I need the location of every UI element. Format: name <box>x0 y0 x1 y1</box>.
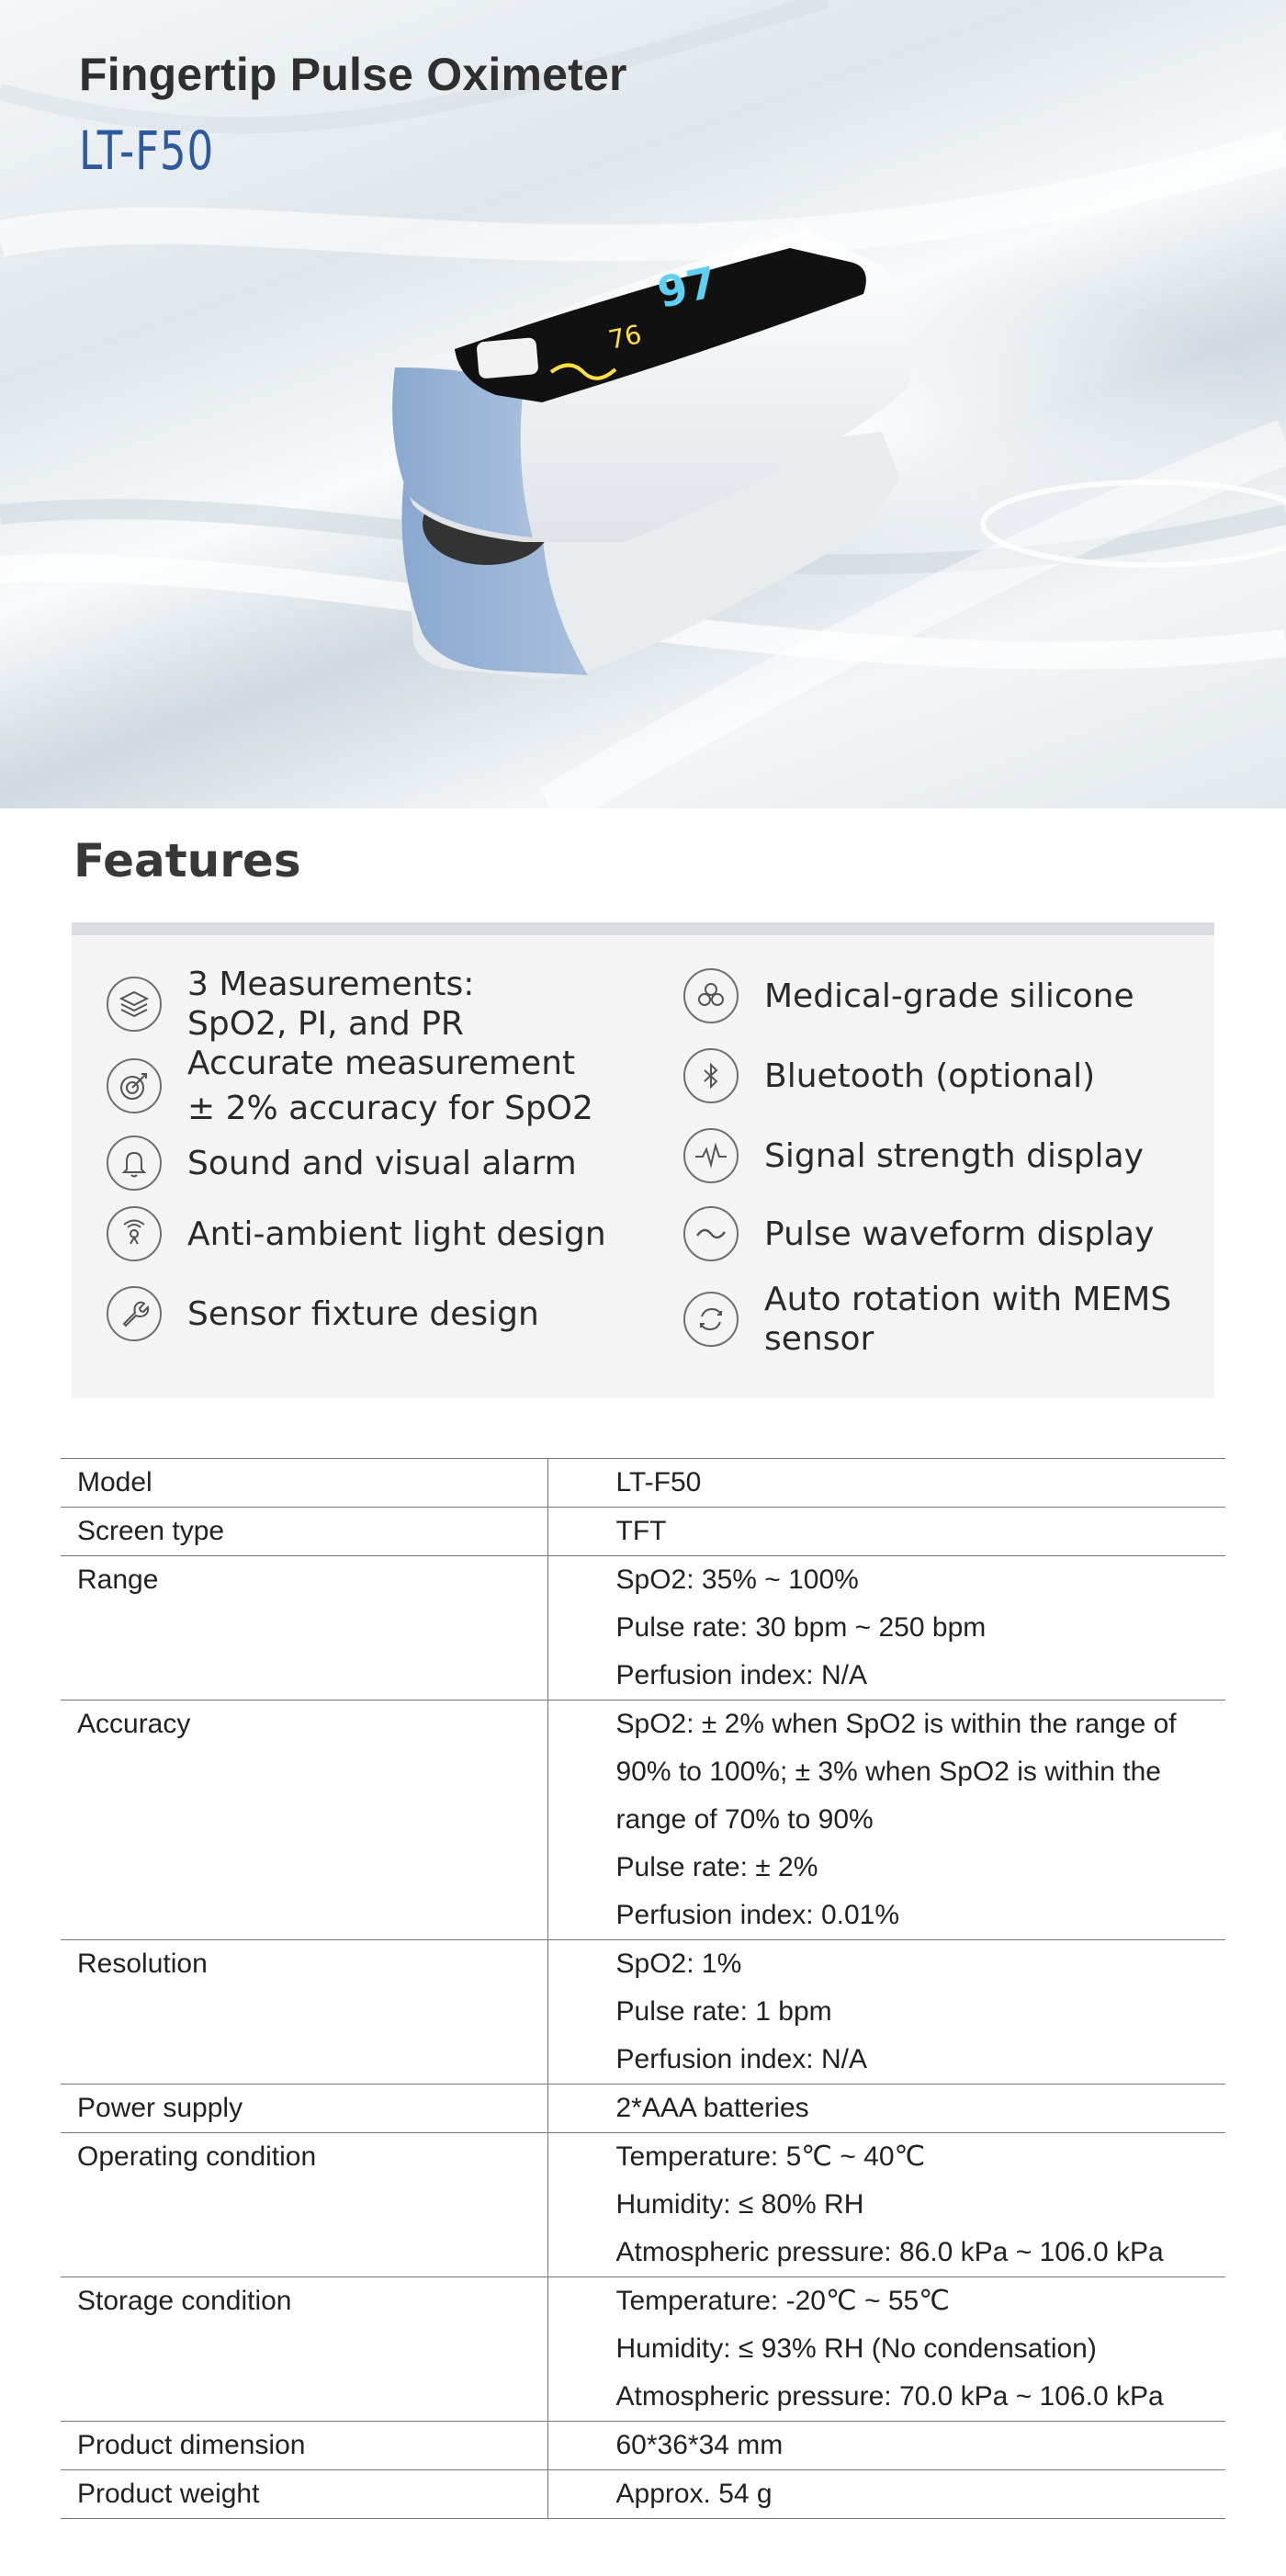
spec-value: LT-F50 <box>547 1459 1225 1508</box>
feature-text-line: Pulse waveform display <box>764 1215 1155 1253</box>
target-icon <box>107 1058 162 1113</box>
spec-label: Operating condition <box>61 2133 547 2277</box>
features-heading: Features <box>73 834 301 887</box>
spec-label: Model <box>61 1459 547 1508</box>
wrench-icon <box>107 1286 162 1341</box>
rotate-icon <box>683 1292 739 1347</box>
product-model: LT-F50 <box>79 119 215 182</box>
spec-value: SpO2: 35% ~ 100% Pulse rate: 30 bpm ~ 250 bpm Perfusion index: N/A <box>547 1556 1225 1700</box>
spec-value: Approx. 54 g <box>547 2470 1225 2519</box>
device-spo2-readout: 97 <box>653 256 721 318</box>
table-row <box>61 2422 1225 2470</box>
light-sensor-icon <box>107 1206 162 1261</box>
feature-bluetooth <box>683 1048 1095 1103</box>
hero-banner <box>0 0 1286 808</box>
product-title: Fingertip Pulse Oximeter <box>79 49 627 100</box>
spec-label: Storage condition <box>61 2277 547 2422</box>
oximeter-device-illustration <box>386 211 937 689</box>
spec-value: Temperature: 5℃ ~ 40℃ Humidity: ≤ 80% RH Atmospheric pressure: 86.0 kPa ~ 106.0 kPa <box>547 2133 1225 2277</box>
table-row <box>61 2133 1225 2277</box>
table-row <box>61 1556 1225 1700</box>
feature-text-line: ± 2% accuracy for SpO2 <box>187 1090 593 1127</box>
feature-text-line: Sensor fixture design <box>187 1294 539 1333</box>
spec-value: Temperature: -20℃ ~ 55℃ Humidity: ≤ 93% RH (No condensation) Atmospheric pressure: 70.0 kPa ~ 106.0 kPa <box>547 2277 1225 2422</box>
spec-label: Power supply <box>61 2085 547 2133</box>
device-pulse-readout: 76 <box>605 319 645 356</box>
feature-text-line: Bluetooth (optional) <box>764 1056 1096 1095</box>
table-row <box>61 1700 1225 1940</box>
feature-text-line: Anti-ambient light design <box>187 1215 606 1253</box>
table-row <box>61 2277 1225 2422</box>
tilde-wave-icon <box>683 1206 739 1261</box>
feature-text-line: Medical-grade silicone <box>764 977 1134 1015</box>
spec-label: Product dimension <box>61 2422 547 2470</box>
table-row <box>61 1940 1225 2085</box>
spec-label: Accuracy <box>61 1700 547 1940</box>
spec-label: Range <box>61 1556 547 1700</box>
signal-wave-icon <box>683 1128 739 1183</box>
feature-text-line: Sound and visual alarm <box>187 1144 577 1182</box>
spec-value: SpO2: 1% Pulse rate: 1 bpm Perfusion index: N/A <box>547 1940 1225 2085</box>
spec-value: SpO2: ± 2% when SpO2 is within the range of 90% to 100%; ± 3% when SpO2 is within the range of 70% to 90% Pulse rate: ± 2% Perfusion index: 0.01% <box>547 1700 1225 1940</box>
bell-icon <box>107 1135 162 1191</box>
feature-anti-ambient <box>107 1206 606 1261</box>
spec-value: 2*AAA batteries <box>547 2085 1225 2133</box>
feature-silicone <box>683 968 1134 1023</box>
spec-value: TFT <box>547 1508 1225 1556</box>
spec-table <box>61 1458 1225 2519</box>
spec-label: Product weight <box>61 2470 547 2519</box>
feature-text-line: Auto rotation with MEMS <box>764 1281 1172 1318</box>
table-row <box>61 1508 1225 1556</box>
bluetooth-icon <box>683 1048 739 1103</box>
spec-label: Screen type <box>61 1508 547 1556</box>
spec-label: Resolution <box>61 1940 547 2085</box>
feature-signal-strength <box>683 1128 1144 1183</box>
table-row <box>61 2470 1225 2519</box>
layers-icon <box>107 977 162 1032</box>
feature-accuracy <box>107 1044 593 1128</box>
feature-pulse-waveform <box>683 1206 1154 1261</box>
feature-text-line: Accurate measurement <box>187 1045 576 1082</box>
table-row <box>61 2085 1225 2133</box>
feature-measurements <box>107 965 474 1044</box>
feature-auto-rotation <box>683 1280 1171 1359</box>
feature-text-line: 3 Measurements: <box>187 966 475 1003</box>
feature-alarm <box>107 1135 577 1191</box>
feature-text-line: Signal strength display <box>764 1136 1144 1175</box>
flower-icon <box>683 968 739 1023</box>
table-row <box>61 1459 1225 1508</box>
feature-text-line: SpO2, PI, and PR <box>187 1005 464 1043</box>
spec-value: 60*36*34 mm <box>547 2422 1225 2470</box>
feature-sensor-fixture <box>107 1286 539 1341</box>
feature-text-line: sensor <box>764 1320 874 1358</box>
